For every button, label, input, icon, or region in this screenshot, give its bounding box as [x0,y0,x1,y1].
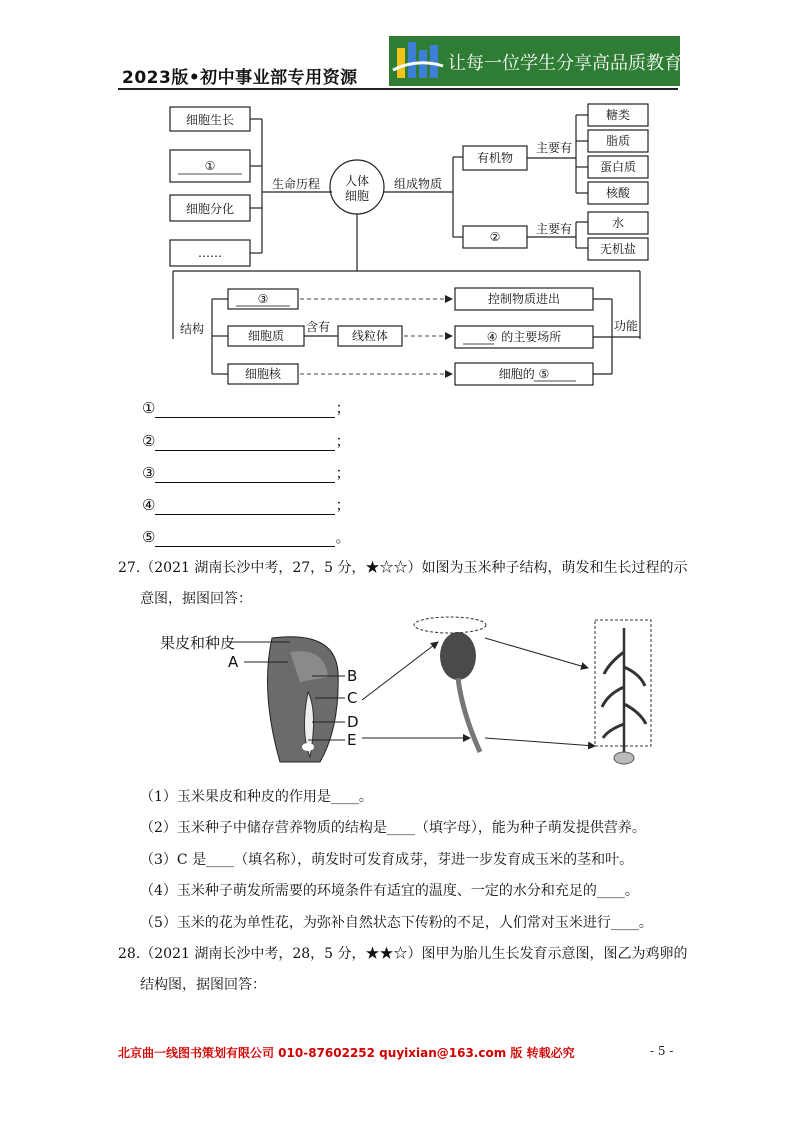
answer-blank-4[interactable] [142,494,350,515]
blank-end: ； [335,399,351,417]
blank-label: ② [142,432,156,450]
corn-seed-figure [140,612,670,772]
cm-func-1: 控制物质进出 [487,292,561,306]
q27-stem-2: 意图，据图回答： [140,591,252,607]
blank-end: ； [335,496,351,514]
cm-composition: 组成物质 [393,177,443,191]
page-number: - 5 - [650,1044,674,1058]
label-b: B [347,667,358,685]
cm-protein: 蛋白质 [599,160,637,174]
cm-center-1: 人体 [344,174,370,188]
label-e: E [347,731,357,749]
q28-stem-2: 结构图，据图回答： [140,977,266,993]
blank-end: ； [335,432,351,450]
blank-end: ； [335,464,351,482]
cm-life-process: 生命历程 [271,177,321,191]
cm-left-1: 细胞生长 [185,113,235,127]
cm-structure: 结构 [179,322,205,336]
blank-label: ① [142,399,156,417]
q27-stem-1: 27.（2021 湖南长沙中考，27，5 分，★☆☆）如图为玉米种子结构，萌发和生长过程的示 [118,560,688,576]
cm-struct-2: 细胞质 [247,329,285,343]
q27-sub3: （3）C 是____（填名称），萌发时可发育成芽，芽进一步发育成玉米的茎和叶。 [140,852,634,868]
cm-left-4: …… [198,246,222,260]
answer-blank-1[interactable] [142,397,350,418]
blank-label: ⑤ [142,528,156,546]
cm-contains: 含有 [305,320,331,334]
footer-copyright: 北京曲一线图书策划有限公司 010-87602252 quyixian@163.com 版 转载必究 [118,1046,575,1060]
cm-inorganic: ② [489,230,501,244]
banner-text: 让每一位学生分享高品质教育 [448,53,682,74]
label-a: A [228,653,239,671]
cm-mitochondria: 线粒体 [351,329,389,343]
q27-sub4: （4）玉米种子萌发所需要的环境条件有适宜的温度、一定的水分和充足的____。 [140,883,639,899]
blank-end: 。 [335,528,351,546]
blank-label: ③ [142,464,156,482]
q27-sub2: （2）玉米种子中储存营养物质的结构是____（填字母），能为种子萌发提供营养。 [140,820,646,836]
cm-lipid: 脂质 [605,134,631,148]
cm-sugar: 糖类 [605,108,631,122]
answer-blank-3[interactable] [142,462,350,483]
blank-label: ④ [142,496,156,514]
cm-struct-3: 细胞核 [244,367,282,381]
cm-salt: 无机盐 [599,242,637,256]
concept-map [0,0,800,400]
cm-main-have-2: 主要有 [535,222,573,236]
cm-left-3: 细胞分化 [185,202,235,216]
cm-main-have-1: 主要有 [535,141,573,155]
cm-organic: 有机物 [476,151,514,165]
answer-blank-2[interactable] [142,430,350,451]
q27-sub1: （1）玉米果皮和种皮的作用是____。 [140,789,373,805]
cm-water: 水 [611,216,625,230]
cm-struct-1: ③ [257,292,269,306]
answer-blank-5[interactable] [142,526,350,547]
cm-nucleic: 核酸 [605,186,631,200]
label-c: C [347,689,358,707]
label-pericarp: 果皮和种皮 [160,634,236,652]
cm-left-2: ① [204,159,216,173]
q27-sub5: （5）玉米的花为单性花，为弥补自然状态下传粉的不足，人们常对玉米进行____。 [140,915,653,931]
q28-stem-1: 28.（2021 湖南长沙中考，28，5 分，★★☆）图甲为胎儿生长发育示意图，图乙为鸡卵的 [118,946,688,962]
label-d: D [347,713,359,731]
cm-func-3: 细胞的 ⑤ [498,367,550,381]
cm-center-2: 细胞 [344,189,370,203]
header-title: 2023版•初中事业部专用资源 [122,68,358,88]
cm-func-2: ④ 的主要场所 [486,330,562,344]
cm-function: 功能 [613,319,639,333]
